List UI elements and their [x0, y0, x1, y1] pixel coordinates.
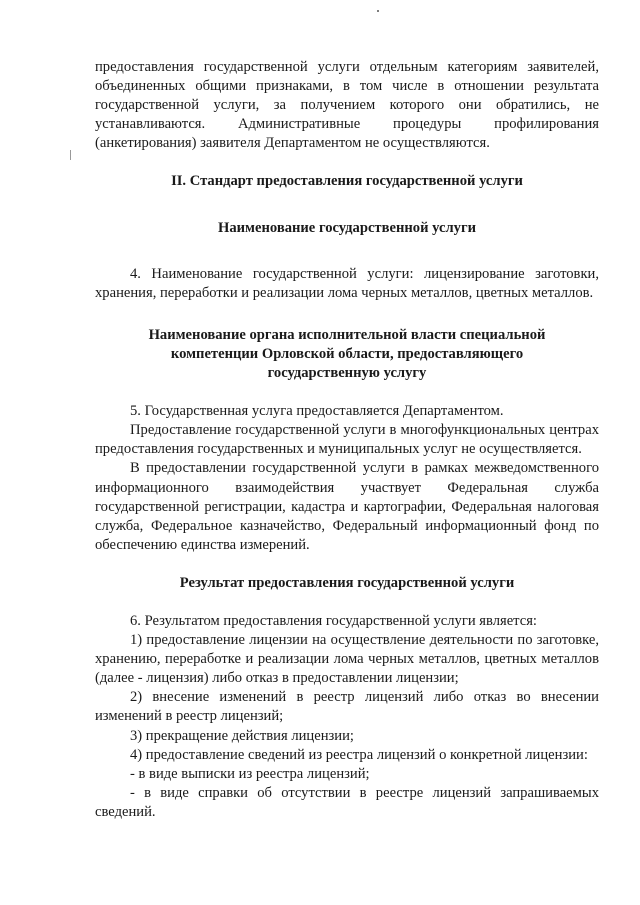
result-dash-item: - в виде справки об отсутствии в реестре лицензий запрашиваемых сведений.: [95, 784, 599, 820]
intro-paragraph: предоставления государственной услуги отдельным категориям заявителей, объединенных общими признаками, в том числе в отношении результата государственной услуги, за получением которого они обратились, не устанавливаются. Административные процедуры профилирования (анкетирования) заявителя Департаментом не осуществляются.: [95, 59, 599, 152]
item-6-paragraph: 6. Результатом предоставления государственной услуги является:: [130, 612, 537, 629]
service-name-heading: Наименование государственной услуги: [218, 219, 476, 236]
result-subitem: 2) внесение изменений в реестр лицензий либо отказ во внесении изменений в реестр лицензий;: [95, 689, 599, 725]
scan-artifact-dot: [377, 10, 379, 12]
authority-heading-line: государственную услугу: [267, 365, 427, 382]
document-body: [95, 58, 599, 822]
item-5-paragraph: 5. Государственная услуга предоставляется Департаментом.: [130, 403, 504, 420]
mfc-paragraph: Предоставление государственной услуги в многофункциональных центрах предоставления государственных и муниципальных услуг не осуществляется.: [95, 422, 599, 458]
result-subitem: 1) предоставление лицензии на осуществление деятельности по заготовке, хранению, переработке и реализации лома черных металлов, цветных металлов (далее - лицензия) либо отказ в предоставлении лицензии;: [95, 632, 599, 687]
result-subitem: 4) предоставление сведений из реестра лицензий о конкретной лицензии:: [130, 746, 588, 763]
authority-heading-line: Наименование органа исполнительной власти специальной: [148, 326, 546, 343]
authority-heading-line: компетенции Орловской области, предоставляющего: [170, 345, 524, 362]
result-subitem: 3) прекращение действия лицензии;: [130, 727, 354, 744]
authority-heading: [95, 326, 599, 383]
item-4-paragraph: 4. Наименование государственной услуги: лицензирование заготовки, хранения, переработки и реализации лома черных металлов, цветных металлов.: [95, 265, 599, 301]
interagency-paragraph: В предоставлении государственной услуги в рамках межведомственного информационного взаимодействия участвует Федеральная служба государственной регистрации, кадастра и картографии, Федеральная налоговая служба, Федеральное казначейство, Федеральный информационный фонд по обеспечению единства измерений.: [95, 460, 599, 553]
scan-artifact-mark: [70, 150, 71, 160]
result-dash-item: - в виде выписки из реестра лицензий;: [130, 765, 370, 782]
result-heading: Результат предоставления государственной услуги: [179, 574, 515, 591]
section-title: II. Стандарт предоставления государственной услуги: [171, 173, 523, 190]
